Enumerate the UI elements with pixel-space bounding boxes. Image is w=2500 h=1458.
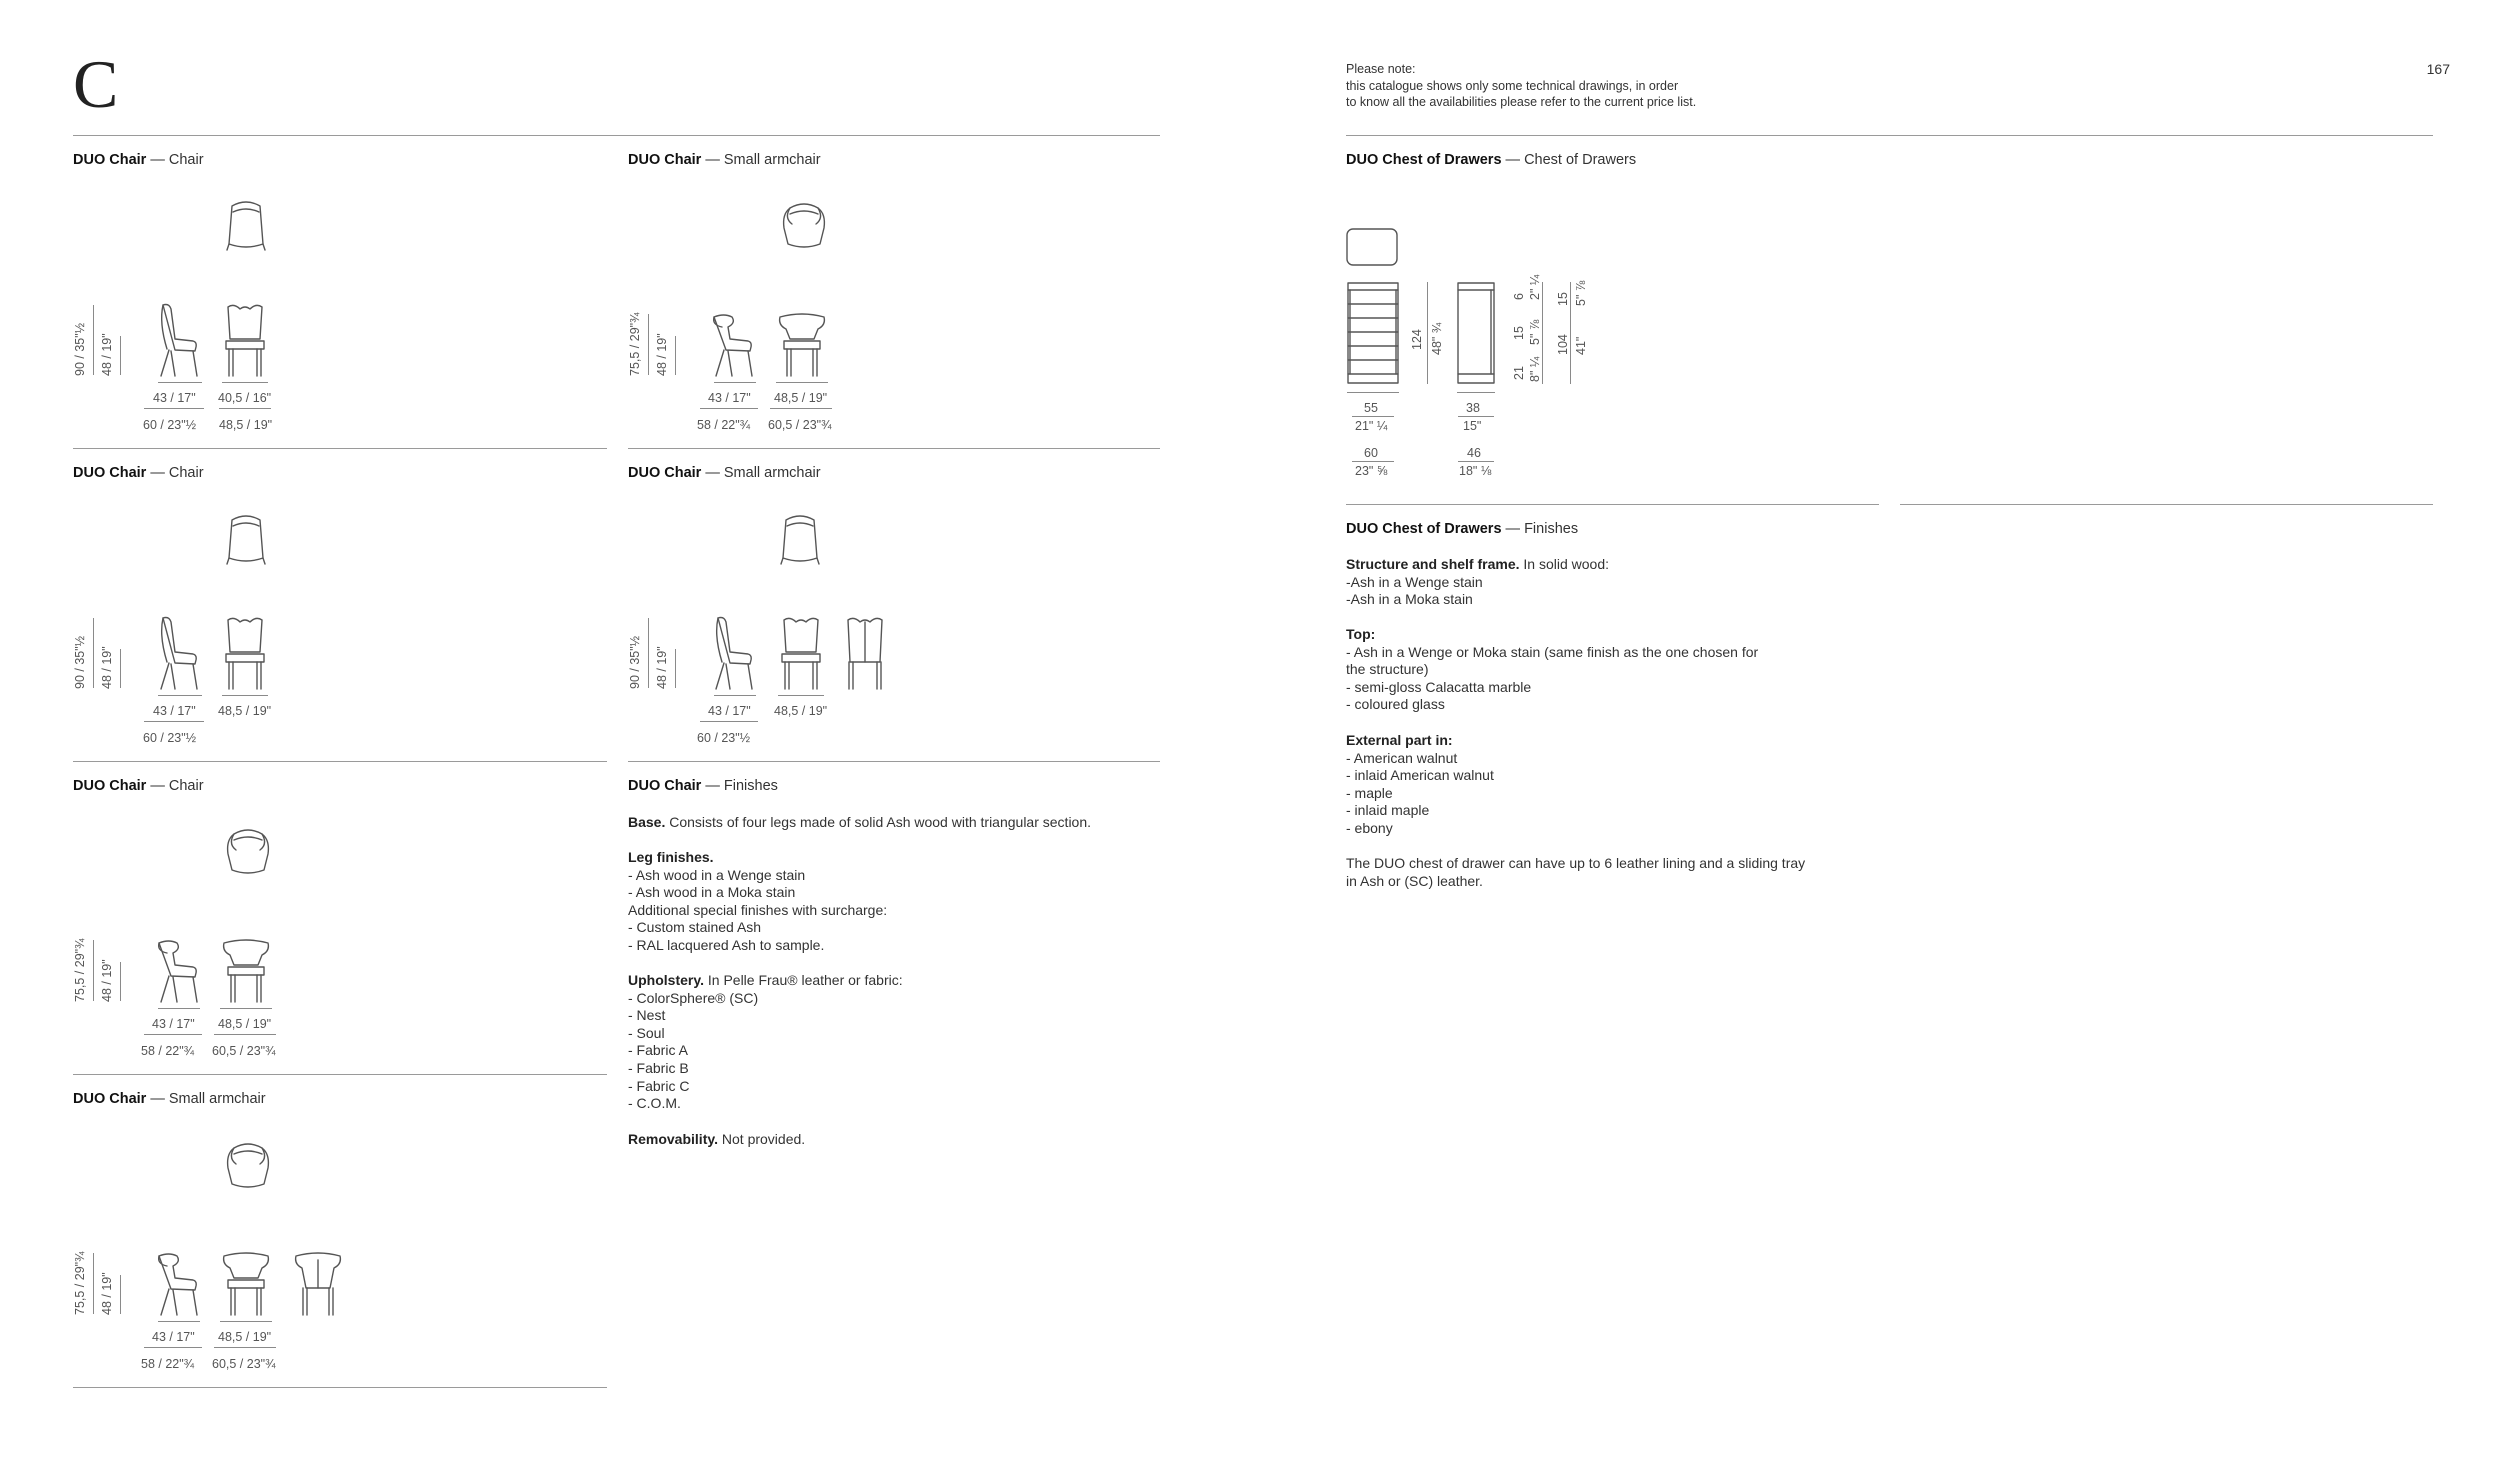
side-depth-inch: 15"	[1463, 419, 1482, 433]
height-dimension: 75,5 / 29"¾	[73, 938, 87, 1002]
closing-note	[1346, 855, 1805, 890]
width-dimension: 48,5 / 19"	[774, 704, 828, 718]
dimension-line	[93, 940, 94, 1001]
dimension-line	[144, 1034, 202, 1035]
note-line: Please note:	[1346, 62, 1416, 76]
dimension-line	[144, 721, 204, 722]
list-item: - RAL lacquered Ash to sample.	[628, 936, 825, 953]
seat-height-dimension: 48 / 19"	[100, 333, 114, 376]
page-number: 167	[2426, 61, 2450, 77]
dimension-line	[700, 721, 758, 722]
seat-height-dimension: 48 / 19"	[100, 959, 114, 1002]
divider	[73, 1387, 607, 1388]
dimension-line	[1352, 416, 1394, 417]
width-dimension: 43 / 17"	[708, 391, 751, 405]
list-item: -Ash in a Wenge stain	[1346, 573, 1483, 590]
list-item: - inlaid American walnut	[1346, 767, 1494, 784]
top-list: Top: - Ash in a Wenge or Moka stain (same finish as the one chosen for the structure) - semi-gloss Calacatta marble - coloured glass	[1346, 626, 1759, 713]
dimension-line	[144, 408, 204, 409]
base-height-inch: 8" ¼	[1528, 356, 1542, 382]
width-dimension: 48,5 / 19"	[218, 1017, 272, 1031]
list-item: - Fabric A	[628, 1042, 688, 1059]
dimension-line	[776, 382, 828, 383]
dimension-line	[770, 408, 832, 409]
panel-heading: DUO Chair — Chair	[73, 152, 204, 168]
width-dimension: 43 / 17"	[153, 391, 196, 405]
catalogue-note	[1346, 61, 1696, 111]
divider	[73, 761, 607, 762]
armchair-top-view	[780, 200, 828, 250]
armchair-back-view	[842, 616, 888, 690]
width-dimension: 48,5 / 19"	[774, 391, 828, 405]
width-dimension: 43 / 17"	[152, 1330, 195, 1344]
dimension-line	[144, 1347, 202, 1348]
seat-height-dimension: 48 / 19"	[655, 646, 669, 689]
dimension-line	[222, 695, 268, 696]
dimension-line	[714, 695, 756, 696]
width-dimension: 40,5 / 16"	[218, 391, 272, 405]
dimension-line	[1542, 282, 1543, 384]
base-height: 21	[1512, 366, 1526, 380]
height-dimension: 75,5 / 29"¾	[628, 312, 642, 376]
note-line: to know all the availabilities please refer to the current price list.	[1346, 95, 1697, 109]
chair-front-view	[222, 616, 268, 690]
armchair-front-view	[776, 313, 828, 377]
dimension-line	[1458, 461, 1494, 462]
panel-heading: DUO Chest of Drawers — Chest of Drawers	[1346, 152, 1637, 168]
dimension-line	[1347, 392, 1399, 393]
dimension-line	[158, 695, 202, 696]
width-dimension: 48,5 / 19"	[218, 1330, 272, 1344]
list-item: -Ash in a Moka stain	[1346, 591, 1473, 608]
overall-width: 60	[1364, 446, 1378, 460]
dimension-line	[93, 305, 94, 375]
dimension-line	[1352, 461, 1394, 462]
base-description: Base. Consists of four legs made of solid Ash wood with triangular section.	[628, 814, 1092, 830]
overall-depth-inch: 18" ⅛	[1459, 464, 1492, 478]
upholstery-list: Upholstery. In Pelle Frau® leather or fabric: - ColorSphere® (SC) - Nest - Soul - Fabric A - Fabric B - Fabric C - C.O.M.	[628, 972, 903, 1112]
depth-dimension: 60 / 23"½	[697, 731, 751, 745]
depth-dimension: 58 / 22"¾	[141, 1044, 195, 1058]
height-dimension: 90 / 35"½	[73, 322, 87, 376]
dimension-line	[158, 1321, 200, 1322]
dimension-line	[158, 382, 202, 383]
closing-line: The DUO chest of drawer can have up to 6 leather lining and a sliding tray	[1346, 855, 1806, 871]
front-width: 55	[1364, 401, 1378, 415]
list-item: - Ash wood in a Wenge stain	[628, 866, 806, 883]
armchair-top-view	[780, 514, 820, 566]
seat-height-dimension: 48 / 19"	[655, 333, 669, 376]
list-item: - Soul	[628, 1024, 665, 1041]
divider	[628, 448, 1160, 449]
chair-front-view	[220, 939, 272, 1003]
dimension-line	[120, 649, 121, 688]
chair-front-view	[222, 303, 268, 377]
dimension-line	[158, 1008, 200, 1009]
chair-top-view	[226, 200, 266, 252]
dimension-line	[1458, 416, 1494, 417]
list-item: - ColorSphere® (SC)	[628, 989, 759, 1006]
depth-dimension: 60,5 / 23"¾	[212, 1044, 276, 1058]
width-dimension: 48,5 / 19"	[218, 704, 272, 718]
armchair-top-view	[224, 1140, 272, 1190]
dimension-line	[214, 1034, 276, 1035]
dimension-line	[714, 382, 756, 383]
external-part-list: External part in: - American walnut - inlaid American walnut - maple - inlaid maple - ebony	[1346, 732, 1494, 836]
list-item: - Fabric B	[628, 1059, 689, 1076]
drawer-height-inch: 5" ⅞	[1528, 319, 1542, 345]
armchair-side-view	[710, 616, 758, 690]
dimension-line	[222, 382, 268, 383]
panel-heading: DUO Chair — Small armchair	[628, 152, 821, 168]
armchair-front-view	[220, 1252, 272, 1316]
overall-width-inch: 23" ⅝	[1355, 464, 1388, 478]
height-dimension: 90 / 35"½	[73, 635, 87, 689]
dimension-line	[120, 962, 121, 1001]
panel-heading: DUO Chair — Small armchair	[73, 1091, 266, 1107]
seat-height-dimension: 48 / 19"	[100, 1272, 114, 1315]
panel-heading: DUO Chair — Chair	[73, 465, 204, 481]
list-item: - ebony	[1346, 819, 1393, 836]
armchair-side-view	[155, 1252, 203, 1316]
closing-line: in Ash or (SC) leather.	[1346, 872, 1483, 889]
side-height-inch: 41"	[1574, 336, 1588, 355]
depth-dimension: 60,5 / 23"¾	[768, 418, 832, 432]
dimension-line	[675, 336, 676, 375]
depth-dimension: 58 / 22"¾	[697, 418, 751, 432]
dimension-line	[120, 1275, 121, 1314]
side-depth: 38	[1466, 401, 1480, 415]
dimension-line	[220, 1008, 272, 1009]
armchair-back-view	[292, 1252, 344, 1316]
dimension-line	[700, 408, 758, 409]
armchair-side-view	[710, 313, 758, 377]
divider	[1900, 504, 2433, 505]
overall-depth: 46	[1467, 446, 1481, 460]
dimension-line	[93, 618, 94, 688]
divider	[1346, 135, 2433, 136]
list-item: the structure)	[1346, 661, 1429, 678]
height-dimension: 90 / 35"½	[628, 635, 642, 689]
armchair-front-view	[778, 616, 824, 690]
width-dimension: 43 / 17"	[153, 704, 196, 718]
chest-top-view	[1346, 228, 1398, 266]
side-top-height: 15	[1556, 292, 1570, 306]
top-height: 6	[1512, 293, 1526, 300]
height-dimension: 75,5 / 29"¾	[73, 1251, 87, 1315]
side-top-height-inch: 5" ⅞	[1574, 280, 1588, 306]
dimension-line	[778, 695, 824, 696]
divider	[1346, 504, 1879, 505]
drawer-height: 15	[1512, 326, 1526, 340]
depth-dimension: 60,5 / 23"¾	[212, 1357, 276, 1371]
depth-dimension: 58 / 22"¾	[141, 1357, 195, 1371]
chest-height-inch: 48" ¾	[1430, 322, 1444, 355]
dimension-line	[648, 618, 649, 688]
list-item: - C.O.M.	[628, 1095, 681, 1112]
list-item: - American walnut	[1346, 749, 1458, 766]
chair-top-view	[224, 826, 272, 876]
front-width-inch: 21" ¼	[1355, 419, 1388, 433]
depth-dimension: 60 / 23"½	[143, 418, 197, 432]
dimension-line	[1457, 392, 1495, 393]
dimension-line	[1427, 282, 1428, 384]
divider	[73, 448, 607, 449]
list-item: - Custom stained Ash	[628, 919, 762, 936]
dimension-line	[120, 336, 121, 375]
seat-height-dimension: 48 / 19"	[100, 646, 114, 689]
dimension-line	[93, 1253, 94, 1314]
top-height-inch: 2" ¼	[1528, 274, 1542, 300]
chest-side-view	[1457, 282, 1495, 384]
dimension-line	[220, 1321, 272, 1322]
width-dimension: 43 / 17"	[708, 704, 751, 718]
list-item: - Ash in a Wenge or Moka stain (same finish as the one chosen for	[1346, 643, 1759, 660]
list-item: Additional special finishes with surcharge:	[628, 901, 888, 918]
width-dimension: 43 / 17"	[152, 1017, 195, 1031]
list-item: - Ash wood in a Moka stain	[628, 884, 796, 901]
chair-side-view	[155, 303, 203, 377]
side-height: 104	[1556, 334, 1570, 355]
dimension-line	[675, 649, 676, 688]
removability: Removability. Not provided.	[628, 1131, 806, 1147]
panel-heading: DUO Chair — Chair	[73, 778, 204, 794]
dimension-line	[648, 314, 649, 375]
depth-dimension: 60 / 23"½	[143, 731, 197, 745]
structure-list: Structure and shelf frame. In solid wood: -Ash in a Wenge stain -Ash in a Moka stain	[1346, 556, 1609, 608]
list-item: - semi-gloss Calacatta marble	[1346, 678, 1532, 695]
list-item: - maple	[1346, 784, 1393, 801]
dimension-line	[1570, 282, 1571, 384]
list-item: - inlaid maple	[1346, 802, 1430, 819]
section-heading: DUO Chest of Drawers — Finishes	[1346, 521, 1579, 537]
divider	[73, 1074, 607, 1075]
divider	[73, 135, 1160, 136]
list-item: - Fabric C	[628, 1077, 690, 1094]
list-item: - Nest	[628, 1007, 666, 1024]
dimension-line	[214, 1347, 276, 1348]
leg-finishes: Leg finishes. - Ash wood in a Wenge stain - Ash wood in a Moka stain Additional special finishes with surcharge: - Custom stained Ash - RAL lacquered Ash to sample.	[628, 849, 888, 953]
list-item: - coloured glass	[1346, 696, 1445, 713]
section-heading: DUO Chair — Finishes	[628, 778, 778, 794]
chair-side-view	[155, 616, 203, 690]
chest-front-view	[1347, 282, 1399, 384]
chest-height: 124	[1410, 329, 1424, 350]
section-letter: C	[73, 46, 119, 122]
divider	[628, 761, 1160, 762]
chair-side-view	[155, 939, 203, 1003]
note-line: this catalogue shows only some technical drawings, in order	[1346, 78, 1679, 93]
panel-heading: DUO Chair — Small armchair	[628, 465, 821, 481]
depth-dimension: 48,5 / 19"	[219, 418, 273, 432]
chair-top-view	[226, 514, 266, 566]
dimension-line	[219, 408, 271, 409]
